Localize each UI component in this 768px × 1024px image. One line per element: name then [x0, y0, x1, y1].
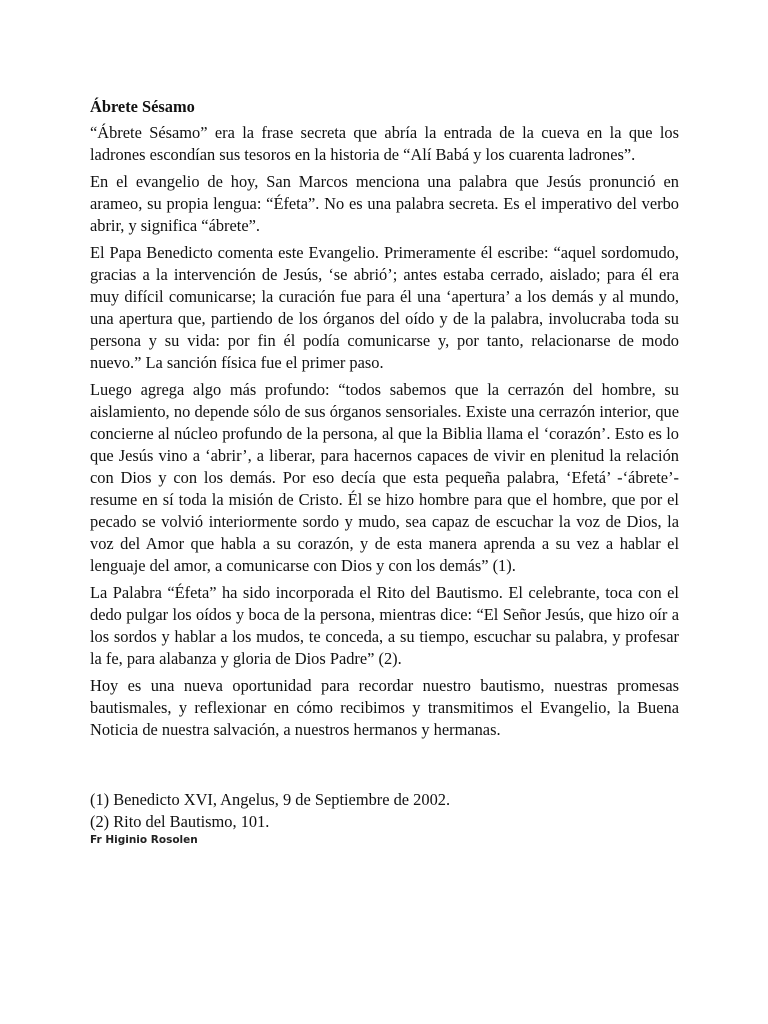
- footnote-2: (2) Rito del Bautismo, 101.: [90, 812, 270, 831]
- paragraph-gospel: En el evangelio de hoy, San Marcos menciona una palabra que Jesús pronunció en arameo, su propia lengua: “Éfeta”. No es una palabra secreta. Es el imperativo del verbo abrir, y significa “ábrete”.: [90, 172, 679, 235]
- paragraph-intro: “Ábrete Sésamo” era la frase secreta que abría la entrada de la cueva en la que los ladrones escondían sus tesoros en la historia de “Alí Babá y los cuarenta ladrones”.: [90, 123, 679, 164]
- document-title: Ábrete Sésamo: [90, 97, 195, 116]
- footnote-1: (1) Benedicto XVI, Angelus, 9 de Septiembre de 2002.: [90, 790, 451, 809]
- author-signature: Fr Higinio Rosolen: [90, 834, 198, 846]
- document-page: [90, 96, 679, 847]
- paragraph-deeper-meaning: Luego agrega algo más profundo: “todos sabemos que la cerrazón del hombre, su aislamiento, no depende sólo de sus órganos sensoriales. Existe una cerrazón interior, que concierne al núcleo profundo de la persona, al que la Biblia llama el ‘corazón’. Esto es lo que Jesús vino a ‘abrir’, a liberar, para hacernos capaces de vivir en plenitud la relación con Dios y con los demás. Por eso decía que esta pequeña palabra, ‘Efetá’ -‘ábrete’- resume en sí toda la misión de Cristo. Él se hizo hombre para que el hombre, que por el pecado se volvió interiormente sordo y mudo, sea capaz de escuchar la voz de Dios, la voz del Amor que habla a su corazón, y de esta manera aprenda a su vez a hablar el lenguaje del amor, a comunicarse con Dios y con los demás” (1).: [90, 380, 679, 575]
- footnotes: [90, 789, 679, 847]
- paragraph-baptism-rite: La Palabra “Éfeta” ha sido incorporada el Rito del Bautismo. El celebrante, toca con el dedo pulgar los oídos y boca de la persona, mientras dice: “El Señor Jesús, que hizo oír a los sordos y hablar a los mudos, te conceda, a su tiempo, escuchar su palabra, y profesar la fe, para alabanza y gloria de Dios Padre” (2).: [90, 583, 679, 668]
- paragraph-benedict-comment: El Papa Benedicto comenta este Evangelio. Primeramente él escribe: “aquel sordomudo, gracias a la intervención de Jesús, ‘se abrió’; antes estaba cerrado, aislado; para él era muy difícil comunicarse; la curación fue para él una ‘apertura’ a los demás y al mundo, una apertura que, partiendo de los órganos del oído y de la palabra, involucraba toda su persona y su vida: por fin él podía comunicarse y, por tanto, relacionarse de modo nuevo.” La sanción física fue el primer paso.: [90, 243, 679, 372]
- paragraph-conclusion: Hoy es una nueva oportunidad para recordar nuestro bautismo, nuestras promesas bautismales, y reflexionar en cómo recibimos y transmitimos el Evangelio, la Buena Noticia de nuestra salvación, a nuestros hermanos y hermanas.: [90, 676, 679, 739]
